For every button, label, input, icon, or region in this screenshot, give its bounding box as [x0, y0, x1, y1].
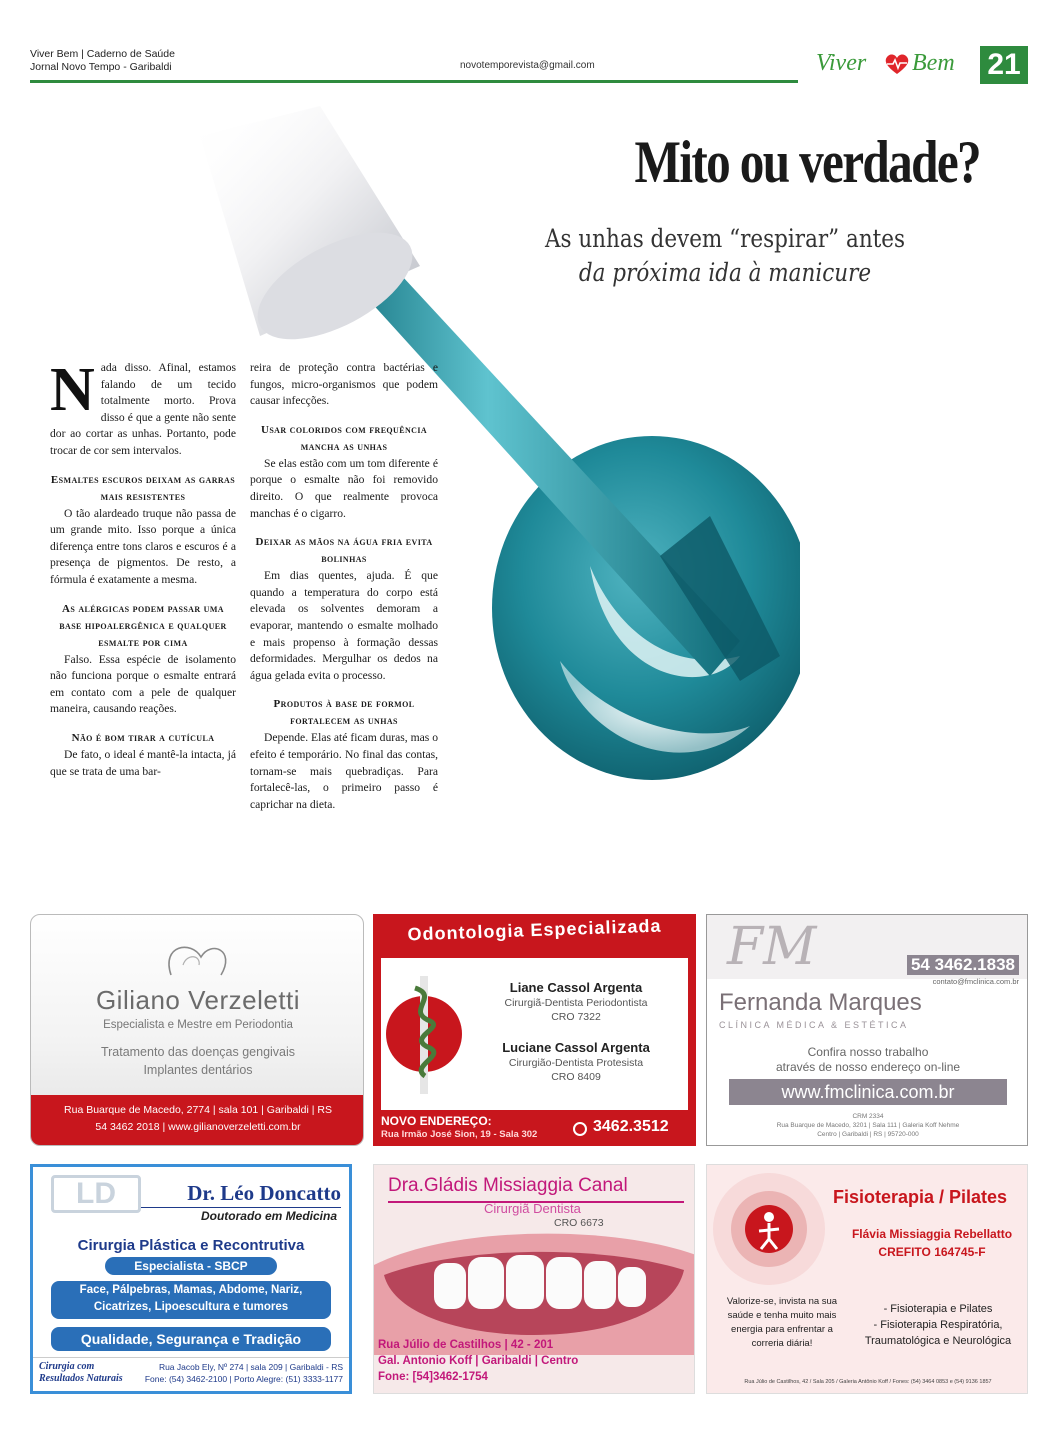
- name-text: Gládis Missiaggia Canal: [423, 1175, 628, 1196]
- ad-tagline: CLÍNICA MÉDICA & ESTÉTICA: [719, 1020, 909, 1030]
- subtitle-line-2: da próxima ida à manicure: [578, 258, 872, 287]
- phone-number: 3462.1838: [934, 955, 1015, 974]
- ad-email[interactable]: contato@fmclinica.com.br: [932, 977, 1019, 986]
- article-title: Mito ou verdade?: [634, 129, 980, 195]
- ad-address: Rua Buarque de Macedo, 3201 | Sala 111 | Galeria Koff Nehme: [776, 1122, 960, 1129]
- procedures-line: Cicatrizes, Lipoescultura e tumores: [93, 1301, 289, 1313]
- ad-specialty: Especialista e Mestre em Periodontia: [103, 1019, 293, 1031]
- ad-slogan: Cirurgia com: [39, 1361, 95, 1372]
- section-body: De fato, o ideal é mantê-la intacta, já que se trata de uma bar-: [50, 747, 236, 778]
- ad-headline: Cirurgia Plástica e Recontrutiva: [77, 1237, 305, 1254]
- ad-doctor-name: Fernanda Marques: [719, 989, 922, 1016]
- ad-cro: CRO 6673: [554, 1217, 604, 1229]
- ad-degree: Doutorado em Medicina: [200, 1209, 337, 1223]
- ad-pitch: [719, 1295, 845, 1351]
- ad-address: Rua Buarque de Macedo, 2774 | sala 101 | Garibaldi | RS: [64, 1104, 332, 1116]
- ad-cta: através de nosso endereço on-line: [775, 1060, 961, 1074]
- ad-fisioterapia-pilates[interactable]: [706, 1164, 1028, 1394]
- ad-address: Gal. Antonio Koff | Garibaldi | Centro: [378, 1355, 579, 1367]
- ad-crefito: CREFITO 164745-F: [878, 1245, 986, 1259]
- section-body: reira de proteção contra bactérias e fungos, micro-organismos que podem causar infecções.: [250, 361, 438, 408]
- new-address-label: NOVO ENDEREÇO:: [381, 1114, 492, 1128]
- ad-phone[interactable]: Fone: [54]3462-1754: [378, 1371, 488, 1383]
- section-header: [30, 48, 175, 74]
- drop-cap: N: [50, 356, 95, 424]
- header-divider: [30, 80, 798, 83]
- procedures-line: Face, Pálpebras, Mamas, Abdome, Nariz,: [79, 1284, 303, 1296]
- service-line: - Fisioterapia Respiratória,: [873, 1319, 1003, 1331]
- article-column-2: [250, 360, 438, 813]
- subheading: Deixar as mãos na água fria evita bolinhas: [255, 536, 433, 566]
- ad-services: [853, 1301, 1023, 1349]
- ad-specialist-badge: Especialista - SBCP: [105, 1257, 277, 1275]
- subheading: Usar coloridos com frequência mancha as unhas: [260, 423, 428, 453]
- ad-footer: Rua Júlio de Castilhos, 42 / Sala 205 / Galeria Antônio Koff / Fones: (54) 3464 0853 e (54) 9136 1857: [744, 1379, 992, 1385]
- ad-doctor-name: Giliano Verzeletti: [95, 985, 301, 1015]
- name-prefix: Dra.: [388, 1175, 424, 1196]
- ad-phone[interactable]: 3462.3512: [593, 1118, 669, 1135]
- fm-monogram-logo: FM: [727, 917, 817, 977]
- section-body: O tão alardeado truque não passa de um grande mito. Isso porque a única diferença entre tons claros e escuros é a presença de pigmentos. De resto, a fórmula é exatamente a mesma.: [50, 506, 236, 586]
- ad-address: Centro | Garibaldi | RS | 95720-000: [817, 1131, 919, 1138]
- pitch-line: Valorize-se, invista na sua: [726, 1296, 838, 1307]
- subheading: Não é bom tirar a cutícula: [71, 731, 215, 744]
- ad-motto: Qualidade, Segurança e Tradição: [51, 1327, 331, 1351]
- section-body: Falso. Essa espécie de isolamento não funciona porque o esmalte entrará em contato com a pele de qualquer maneira, causando reações.: [50, 652, 236, 716]
- heart-icon: [884, 52, 910, 76]
- dentist-role: Cirurgião-Dentista Protesista: [508, 1057, 644, 1069]
- header-line-1: Viver Bem | Caderno de Saúde: [30, 48, 175, 60]
- ad-role: Cirurgiã Dentista: [484, 1201, 581, 1216]
- ad-website-link[interactable]: www.fmclinica.com.br: [729, 1079, 1007, 1105]
- ad-contact[interactable]: 54 3462 2018 | www.gilianoverzeletti.com.br: [95, 1121, 301, 1133]
- ad-address: Rua Júlio de Castilhos | 42 - 201: [378, 1339, 554, 1351]
- ad-service: Implantes dentários: [143, 1063, 253, 1077]
- service-line: Traumatológica e Neurológica: [864, 1335, 1012, 1347]
- new-address: Rua Irmão José Sion, 19 - Sala 302: [381, 1129, 538, 1140]
- subheading: Produtos à base de formol fortalecem as unhas: [273, 698, 415, 728]
- intro-text: ada disso. Afinal, estamos falando de um tecido totalmente morto. Prova disso é que a gente não sente dor ao cortar as unhas. Portanto, pode trocar de cor sem intervalos.: [50, 361, 236, 457]
- header-email[interactable]: novotemporevista@gmail.com: [460, 60, 595, 71]
- ad-content-panel: [381, 958, 688, 1110]
- header-line-2: Jornal Novo Tempo - Garibaldi: [30, 61, 172, 73]
- ad-service: Tratamento das doenças gengivais: [100, 1045, 296, 1059]
- procedures-box: [51, 1281, 331, 1319]
- ad-title: Fisioterapia / Pilates: [833, 1187, 1008, 1207]
- ad-title: Odontologia Especializada: [407, 915, 662, 945]
- pitch-line: correria diária!: [751, 1338, 813, 1349]
- ad-crm: CRM 2334: [852, 1113, 884, 1120]
- caduceus-icon: [385, 966, 463, 1102]
- dentist-cro: CRO 8409: [551, 1071, 601, 1083]
- article-column-1: [50, 356, 236, 780]
- ad-doctor-name: Flávia Missiaggia Rebellatto: [851, 1227, 1013, 1241]
- dentist-cro: CRO 7322: [551, 1011, 601, 1023]
- service-line: - Fisioterapia e Pilates: [883, 1303, 993, 1315]
- section-body: Se elas estão com um tom diferente é porque o esmalte não foi removido direito. O que realmente provoca manchas é o cigarro.: [250, 456, 438, 520]
- ad-leo-doncatto[interactable]: [30, 1164, 352, 1394]
- page-number: 21: [980, 46, 1028, 84]
- viver-bem-logo: [812, 44, 972, 86]
- ad-doctor-name: [388, 1175, 628, 1197]
- ad-phones[interactable]: Fone: (54) 3462-2100 | Porto Alegre: (51) 3333-1177: [144, 1374, 343, 1384]
- dentist-role: Cirurgiã-Dentista Periodontista: [504, 997, 648, 1009]
- phone-prefix: 54: [910, 955, 930, 974]
- section-body: Em dias quentes, ajuda. É que quando a temperatura do corpo está elevada os solventes demoram a evaporar, mantendo o esmalte molhado e mais propenso à formação dessas deformidades. Mergulhar os dedos na água gelada evita o processo.: [250, 569, 438, 682]
- intro-paragraph: [50, 356, 236, 460]
- pitch-line: energia para enfrentar a: [731, 1324, 833, 1335]
- subtitle-line-1: As unhas devem “respirar” antes: [544, 224, 906, 253]
- brand-word-bem: Bem: [912, 50, 955, 76]
- brand-word-viver: Viver: [816, 50, 867, 76]
- ad-phone[interactable]: [907, 955, 1019, 975]
- subheading: Esmaltes escuros deixam as garras mais resistentes: [50, 473, 236, 503]
- dentist-name: Luciane Cassol Argenta: [502, 1040, 650, 1055]
- ad-giliano-verzeletti[interactable]: [30, 914, 364, 1146]
- ad-address: Rua Jacob Ely, Nº 274 | sala 209 | Garibaldi - RS: [158, 1362, 343, 1372]
- footer-divider: [33, 1357, 349, 1358]
- ad-gladis-missiaggia[interactable]: [373, 1164, 695, 1394]
- section-body: Depende. Elas até ficam duras, mas o efeito é temporário. No final das contas, tornam-se mais quebradiças. Para fortalecê-las, o primeiro passo é caprichar na dieta.: [250, 731, 438, 811]
- name-divider: [141, 1207, 341, 1208]
- pilates-figure-icon: [711, 1171, 827, 1287]
- phone-icon: [573, 1122, 587, 1136]
- ad-cta: Confira nosso trabalho: [807, 1045, 929, 1059]
- ad-slogan: Resultados Naturais: [39, 1373, 123, 1384]
- ad-odontologia-especializada[interactable]: [373, 914, 696, 1146]
- nail-polish-illustration: [140, 96, 800, 796]
- dentist-name: Liane Cassol Argenta: [509, 980, 643, 995]
- ad-fernanda-marques[interactable]: [706, 914, 1028, 1146]
- ad-footer-bar: [31, 1095, 364, 1146]
- smile-teeth-image: [374, 1205, 695, 1355]
- ad-doctor-name: Dr. Léo Doncatto: [187, 1181, 341, 1205]
- ld-logo: LD: [51, 1175, 141, 1213]
- subheading: As alérgicas podem passar uma base hipoalergênica e qualquer esmalte por cima: [59, 602, 227, 649]
- article-subtitle: [532, 222, 919, 290]
- pitch-line: saúde e tenha muito mais: [727, 1310, 837, 1321]
